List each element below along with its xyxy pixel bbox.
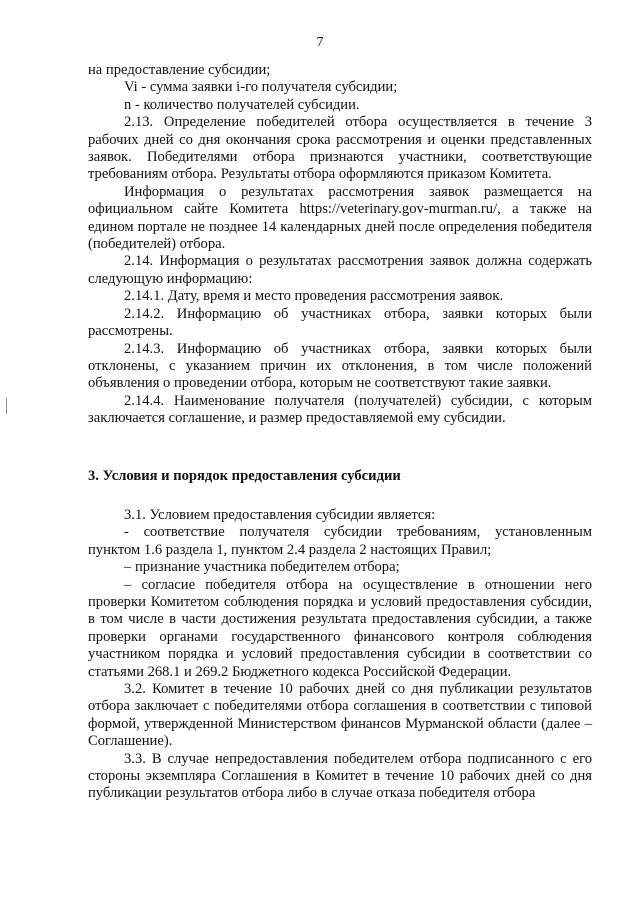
document-body xyxy=(88,62,592,803)
paragraph-2-13: 2.13. Определение победителей отбора осуществляется в течение 3 рабочих дней со дня окончания срока рассмотрения и оценки представленных заявок. Победителями отбора признаются участники, соответствующие требованиям отбора. Результаты отбора оформляются приказом Комитета. xyxy=(88,114,592,183)
paragraph: Информация о результатах рассмотрения заявок размещается на официальном сайте Комитета https://veterinary.gov-murman.ru/, а также на едином портале не позднее 14 календарных дней после определения победителя (победителей) отбора. xyxy=(88,183,592,253)
page-number: 7 xyxy=(316,35,324,50)
paragraph-2-14-1: 2.14.1. Дату, время и место проведения рассмотрения заявок. xyxy=(124,288,504,305)
paragraph-3-2: 3.2. Комитет в течение 10 рабочих дней со дня публикации результатов отбора заключает с победителями отбора соглашения в соответствии с типовой формой, утвержденной Министерством финансов Мурманской области (далее – Соглашение). xyxy=(88,681,592,750)
paragraph-2-14-2: 2.14.2. Информацию об участниках отбора, заявки которых были рассмотрены. xyxy=(88,305,592,340)
paragraph: на предоставление субсидии; xyxy=(88,62,271,78)
margin-mark xyxy=(6,398,7,414)
section-heading: 3. Условия и порядок предоставления субсидии xyxy=(88,467,401,484)
paragraph-3-1: 3.1. Условием предоставления субсидии является: xyxy=(124,506,436,523)
list-item: - соответствие получателя субсидии требованиям, установленным пунктом 1.6 раздела 1, пунктом 2.4 раздела 2 настоящих Правил; xyxy=(88,524,592,558)
paragraph-2-14-4: 2.14.4. Наименование получателя (получателей) субсидии, с которым заключается соглашение, и размер предоставляемой ему субсидии. xyxy=(88,392,592,427)
paragraph: Vi - сумма заявки i-го получателя субсидии; xyxy=(124,79,398,96)
paragraph-3-3: 3.3. В случае непредоставления победителем отбора подписанного с его стороны экземпляра Соглашения в Комитет в течение 10 рабочих дней со дня публикации результатов отбора либо в случае отказа победителя отбора xyxy=(88,750,592,802)
list-item: – согласие победителя отбора на осуществление в отношении него проверки Комитетом соблюдения порядка и условий предоставления субсидии, в том числе в части достижения результата предоставления субсидии, а также проверки органами государственного финансового контроля соблюдения участником порядка и условий предоставления субсидии в соответствии со статьями 268.1 и 269.2 Бюджетного кодекса Российской Федерации. xyxy=(88,576,592,680)
paragraph: n - количество получателей субсидии. xyxy=(124,96,360,113)
paragraph-2-14-3: 2.14.3. Информацию об участниках отбора, заявки которых были отклонены, с указанием причин их отклонения, в том числе положений объявления о проведении отбора, которым не соответствуют такие заявки. xyxy=(88,340,592,392)
paragraph-2-14: 2.14. Информация о результатах рассмотрения заявок должна содержать следующую информацию: xyxy=(88,253,592,287)
list-item: – признание участника победителем отбора; xyxy=(124,559,400,576)
